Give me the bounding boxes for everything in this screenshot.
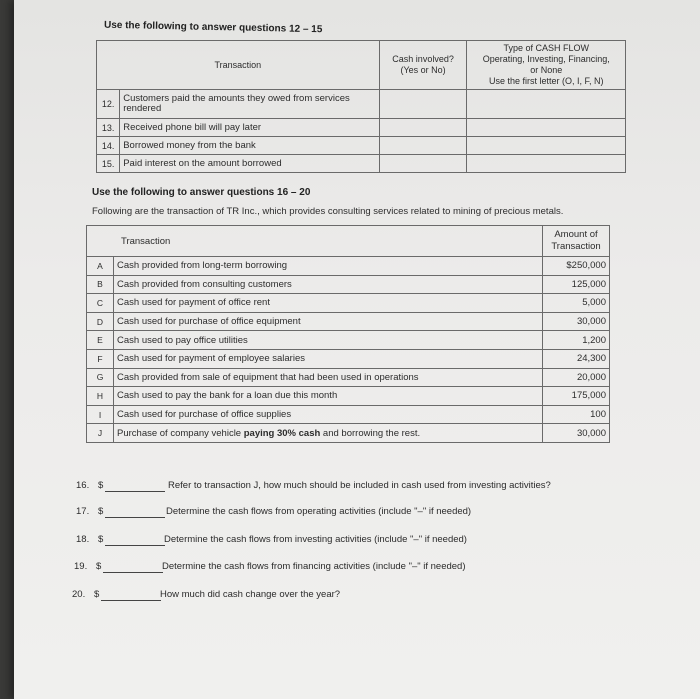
section2-heading: Use the following to answer questions 16 – 20: [92, 187, 311, 198]
cash-involved-cell[interactable]: [379, 119, 467, 137]
table-row: A Cash provided from long-term borrowing $250,000: [87, 257, 610, 276]
cash-flow-type-cell[interactable]: [467, 90, 626, 119]
cash-involved-cell[interactable]: [379, 155, 467, 173]
transactions-table: [86, 225, 610, 443]
transaction-header: Transaction: [97, 41, 380, 90]
answer-blank-20[interactable]: [101, 600, 161, 601]
worksheet-page: Use the following to answer questions 12 – 15 Transaction Cash involved? (Yes or No) Type of CASH FLOW Operating, Investing, Financing, or None Use the first letter (O, I, F, N) 12. Customers paid the amounts they owed from services rendered 13. Received phone bill will pay later 14. Borrowed money from the bank 15. Paid interest on the amount borrowed Use the following to answer questions 16 – 20 Following are the transaction of TR Inc., which provides consulting services related to mining of precious metals. Transaction Amount of Transaction A Cash provided from long-term borrowing $250,000 B Cash provided from consulting customers 125,000 C Cash used for payment of office rent 5,000 D Cash used for purchase of office equipment 30,000 E Cash used to pay office utilities 1,200 F Cash used for payment of employee salaries 24,300 G Cash provided from sale of equipment that had been used in operations 20,000 H Cash used to pay the bank for a loan due this month 175,000 I Cash used for purchase of office supplies 100 J Purchase of company vehicle paying 30% cash and borrowing the rest. 30,000 16. $ Refer to transaction J, how much should be included in cash used from investing activities? 17. $ Determine the cash flows from operating activities (include "–" if needed) 18. $ Determine the cash flows from investing activities (include "–" if needed) 19. $ Determine the cash flows from financing activities (include "–" if needed) 20. $ How much did cash change over the year?: [14, 0, 700, 699]
table-row: 12. Customers paid the amounts they owed from services rendered: [97, 90, 626, 119]
section1-heading: Use the following to answer questions 12 – 15: [103, 19, 323, 36]
table-row: 14. Borrowed money from the bank: [97, 137, 626, 155]
table-header-row: [97, 41, 626, 90]
table-row: I Cash used for purchase of office supplies 100: [87, 405, 610, 424]
cash-flow-type-cell[interactable]: [467, 155, 626, 173]
table-row: E Cash used to pay office utilities 1,200: [87, 331, 610, 350]
table-row: B Cash provided from consulting customers 125,000: [87, 275, 610, 294]
table-row: 13. Received phone bill will pay later: [97, 119, 626, 137]
cash-flow-type-cell[interactable]: [467, 137, 626, 155]
table-header-row: [87, 226, 610, 257]
answer-blank-17[interactable]: [105, 517, 165, 518]
answer-blank-19[interactable]: [103, 572, 163, 573]
table-row: G Cash provided from sale of equipment that had been used in operations 20,000: [87, 368, 610, 387]
cash-involved-cell[interactable]: [379, 90, 467, 119]
table-row: H Cash used to pay the bank for a loan due this month 175,000: [87, 387, 610, 406]
table-row: D Cash used for purchase of office equipment 30,000: [87, 312, 610, 331]
cash-involved-header: Cash involved? (Yes or No): [379, 41, 467, 90]
cash-flow-type-header: Type of CASH FLOW Operating, Investing, Financing, or None Use the first letter (O, I, F, N): [467, 41, 626, 90]
transaction-header: Transaction: [87, 226, 543, 257]
section2-intro: Following are the transaction of TR Inc., which provides consulting services related to mining of precious metals.: [92, 206, 564, 217]
answer-blank-16[interactable]: [105, 491, 165, 492]
table-row: J Purchase of company vehicle paying 30% cash and borrowing the rest. 30,000: [87, 424, 610, 443]
table-row: F Cash used for payment of employee salaries 24,300: [87, 349, 610, 368]
cash-flow-type-cell[interactable]: [467, 119, 626, 137]
amount-header: Amount of Transaction: [543, 226, 610, 257]
table-row: C Cash used for payment of office rent 5,000: [87, 294, 610, 313]
table-row: 15. Paid interest on the amount borrowed: [97, 155, 626, 173]
cash-involved-cell[interactable]: [379, 137, 467, 155]
answer-blank-18[interactable]: [105, 545, 165, 546]
cash-flow-classification-table: [96, 40, 626, 173]
